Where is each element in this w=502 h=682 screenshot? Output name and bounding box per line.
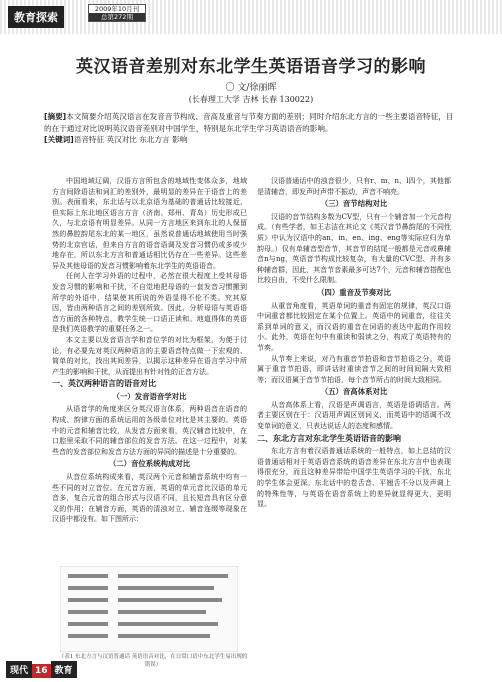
body-paragraph: 本文主要以发音语言学和音位学的对比为框架，为便于讨论，有必要先对英汉两种语言的主要语音特点做一下宏观的、简单的对比，找出其间差异，以揭示这种差异在语言学习中所产生的影响和干扰，从而提出有针对性的正音方法。 [52,335,247,376]
left-column [52,176,247,525]
right-column [257,176,451,510]
figure-row-bar [68,586,108,590]
body-paragraph: 从音位系统构成来看，英汉两个元音和辅音系统中均有一些不同的对立音位。在元音方面，英语的单元音比汉语的单元音多，复合元音的组合形式与汉语不同，且长短音具有区分意义的作用；在辅音方面，英语的清浊对立、辅音连缀等现象在汉语中都没有。如下图所示： [52,473,247,524]
phoneme-figure [60,566,238,652]
body-paragraph: 中国地域辽阔，汉语方言所包含的地域性变体众多，地域方言间除语法和词汇的差别外，最明显的差异在于语音上的差别。表面看来，东北话与以北京语为基础的普通话比较接近，但实际上东北地区语言方言（济南、郑州、青岛）历史形成已久，与北京语有明显差异。从同一方言地区来到东北的人保留然的鼻腔韵尾东北的某一地区，虽然说普通话地域使用当时强势的北京官话，但来自方言的语音语调及发音习惯仍或多或少地存在，所以东北方言和普通话相比仍存在一些差异。这些差异及其他母语的发音习惯影响着东北学生的英语语音。 [52,177,247,270]
figure-caption: （表1 东北方言与汉语普通话 英语语音对比，在日常口语中东北学生易出现的错误） [58,654,248,668]
figure-row-bar [68,574,108,578]
abstract-block [44,111,460,146]
issue-date: 2009年10月刊 [94,5,140,13]
body-paragraph: 东北方言有着汉语普通话系统的一般特点，如上总结的汉语普通话相对于英语语音系统的语音差异在东北方言中也表现得很充分，而且这种差异带给中国学生英语学习的干扰，东北的学生体会更深。东北话中的卷舌音、平翘舌不分以及声调上的特殊性等，与英语在语音系统上的差异就显得更大，更明显。 [257,447,451,509]
section-heading: （四）重音及节奏对比 [317,287,391,297]
page-number: 16 [32,664,51,678]
article-author: 〇 文/徐丽晖 [225,83,277,93]
article-affiliation: (长春理工大学 吉林 长春 130022) [188,95,314,104]
body-paragraph: 汉语普通话中的浊音很少，只有r、m、n、l四个，其他都是清辅音，即发声时声带不振动，声音不响亮。 [257,177,451,196]
body-paragraph: 从节奏上来说，对乃有重音节拍语和音节拍语之分。英语属于重音节拍语，即讲话时重读音节之间的时间间隔大致相等；而汉语属于音节节拍语，每个音节所占的时间大致相同。 [257,354,451,384]
footer-section: 教育 [51,661,77,678]
section-heading: （三）音节结构对比 [320,199,388,209]
figure-row-bar [118,586,214,590]
body-paragraph: 从重音角度看，英语单词的重音有固定的规律，英汉口语中词重音都比较固定在某个位置上。英语中的词重音，往往关系到单词的意义，而汉语的重音在词语的表达中起的作用较小。此外，英语在句中有重读和弱读之分，构成了英语特有的节奏。 [257,301,451,352]
section-heading: （二）音位系统构成对比 [108,459,191,469]
issue-number: 总第272期 [89,13,145,21]
figure-row-bar [118,622,218,626]
keywords-label: [关键词] [44,135,74,144]
figure-row-bar [68,622,108,626]
section-heading: （五）音高体系对比 [320,387,388,397]
abstract-text: 本文简要介绍英汉语言在发音音节构成、音高及重音与节奏方面的差别；同时介绍东北方言的一些主要语音特征，目的在于通过对比说明英汉语音差别对中国学生，特别是东北学生学习英语语音的影响。 [44,112,454,133]
abstract-label: [摘要] [44,112,67,121]
page-header [0,0,502,38]
body-paragraph: 从音高体系上看，汉语是声调语言，英语是语调语言。两者主要区别在于：汉语用声调区别词义，而英语中的语调不改变单词的意义，只表达说话人的态度和感情。 [257,400,451,431]
body-paragraph: 汉语的音节结构多数为CV型，只有一个辅音加一个元音构成。（有些学者，如王志洁在其论文《英汉音节鼻韵尾的不同性质》中认为汉语中的an、in、en、ing、eng等实际应归为单韵母。）仅有单辅音型音节，其音节的结尾一般都是元音或鼻辅音n与ng，英语音节构成比较复杂，有大量的CVC型、并有多种辅音群，因此，其音节音素最多可达7个，元音和辅音搭配也比较自由，不受什么限制。 [257,212,451,285]
column-badge: 教育探索 [8,6,64,28]
figure-frame [60,566,238,652]
figure-row-bar [118,598,222,602]
issue-box [88,4,146,22]
section-heading: （一）发音语音学对比 [112,391,187,401]
body-paragraph: 从语音学的角度来区分英汉语言体系，两种语音在语音的构成、韵律方面的系统运用的各级单位对比是其主要的。英语中的元音和辅音比较，从发音方面来看，英汉辅音比较中，在口腔里采取不同的辅音部位的发音方法。在这一过程中，对某些音的发音部位和发音方法方面的异同的描述是十分重要的。 [52,405,247,456]
section-heading: 一、英汉两种语言的语音对比 [52,379,156,389]
keywords-text: 语音特征 英汉对比 东北方言 影响 [73,135,188,144]
figure-row-bar [118,634,210,638]
article-title: 英汉语音差别对东北学生英语语音学习的影响 [76,57,426,77]
footer-magazine: 现代 [6,661,32,678]
figure-row-bar [68,598,108,602]
page-footer [6,658,77,676]
keywords-line [44,134,460,146]
body-paragraph: 任何人在学习外语的过程中，必然在很大程度上受其母语发音习惯的影响和干扰，不自觉地把母语的一套发音习惯搬到所学的外语中，结果使其所说的外语显得不伦不类。究其原因，皆由两种语言之间的差别所致。因此，分析母语与英语语音方面的各种特点，教学生统一口语正读和。地道得体的英语是我们英语教学的重要任务之一。 [52,272,247,334]
figure-row-bar [68,610,108,614]
abstract-paragraph [44,111,460,134]
figure-row-bar [118,610,206,614]
figure-row-bar [118,574,228,578]
section-heading: 二、东北方言对东北学生英语语音的影响 [257,433,401,443]
figure-row-bar [68,634,108,638]
header-pattern-band [0,0,502,34]
